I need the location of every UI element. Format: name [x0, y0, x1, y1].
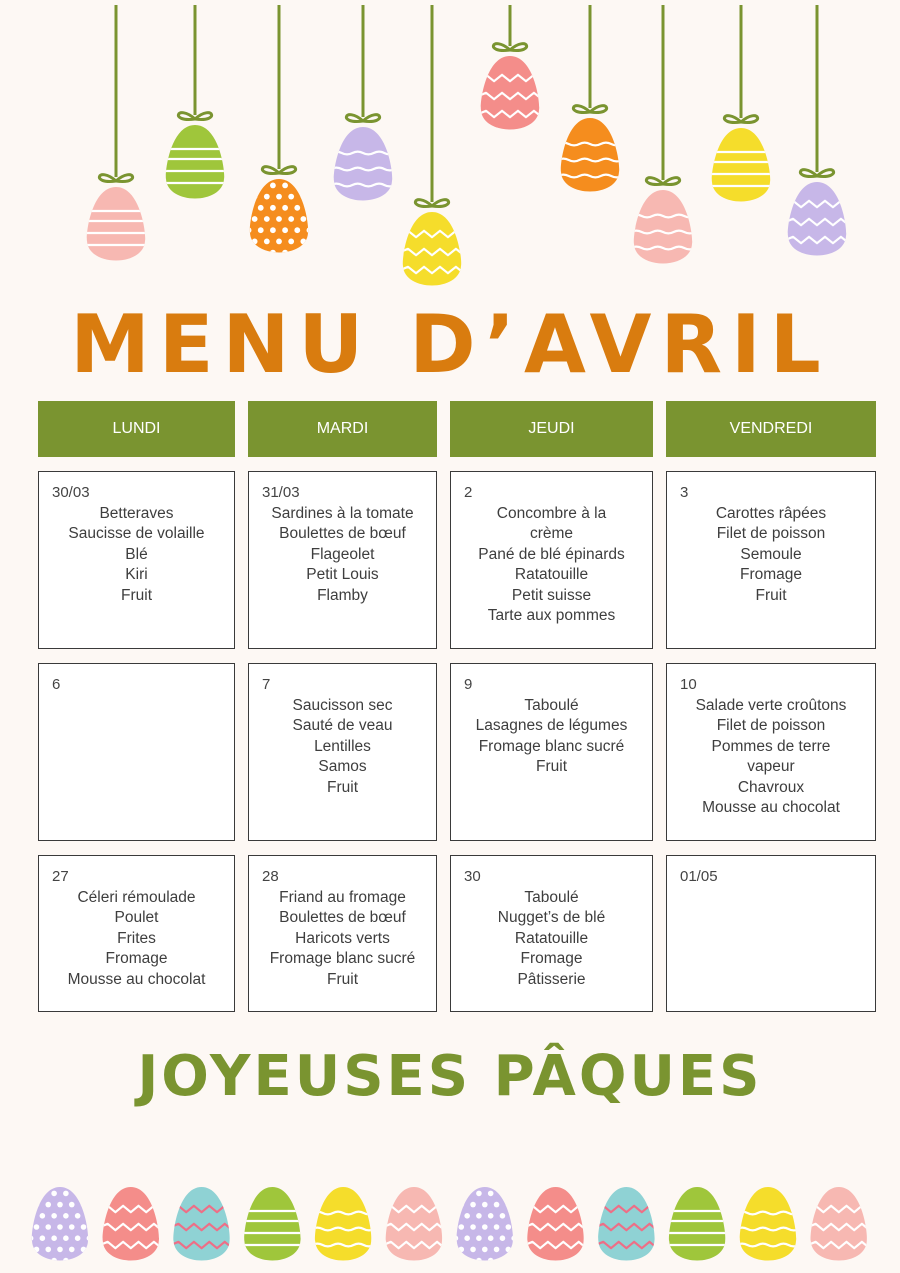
bottom-egg-pink	[383, 1187, 445, 1261]
day-header-monday: LUNDI	[38, 401, 235, 457]
menu-items	[457, 696, 646, 778]
cell-date: 2	[464, 484, 473, 501]
menu-item: Taboulé	[524, 889, 579, 906]
menu-item: Fromage blanc sucré	[478, 737, 625, 755]
menu-item: Frites	[117, 929, 156, 947]
menu-item: Haricots verts	[295, 929, 390, 947]
menu-item: Ratatouille	[514, 566, 589, 584]
bottom-egg-lavender	[447, 1187, 529, 1263]
menu-item: Fromage	[105, 950, 168, 968]
bottom-egg-coral	[525, 1187, 587, 1261]
menu-cell-week2-tuesday	[248, 663, 437, 841]
hanging-egg-lavender	[331, 127, 395, 201]
menu-items	[457, 504, 646, 626]
menu-item: Filet de poisson	[716, 717, 826, 735]
menu-item: Flamby	[317, 586, 368, 604]
cell-date: 30	[464, 868, 481, 885]
menu-item: Samos	[318, 758, 367, 776]
menu-item: Ratatouille	[514, 929, 589, 947]
menu-item: Poulet	[114, 909, 159, 927]
bottom-egg-green	[244, 1187, 300, 1261]
page-title: MENU D’AVRIL	[70, 298, 830, 391]
menu-item: Mousse au chocolat	[702, 799, 840, 817]
menu-cell-week2-monday	[38, 663, 235, 841]
menu-item: Pâtisserie	[517, 970, 586, 988]
hanging-egg-yellow	[400, 212, 464, 286]
menu-cell-week2-thursday	[450, 663, 653, 841]
menu-item: Petit suisse	[511, 586, 592, 604]
menu-item: Betteraves	[99, 505, 174, 522]
menu-item: Sardines à la tomate	[271, 505, 414, 522]
bottom-easter-eggs	[0, 1175, 900, 1273]
menu-cell-week3-thursday	[450, 855, 653, 1012]
day-header-tuesday: MARDI	[248, 401, 437, 457]
menu-item: Friand au fromage	[279, 889, 406, 906]
hanging-easter-eggs	[0, 0, 900, 300]
menu-item: Concombre à la	[496, 505, 607, 522]
menu-item: Semoule	[740, 545, 802, 563]
menu-item: Fromage	[520, 950, 583, 968]
hanging-egg-coral	[478, 56, 542, 130]
menu-item: Filet de poisson	[716, 525, 826, 543]
cell-date: 31/03	[262, 484, 300, 501]
hanging-egg-orange	[240, 179, 325, 256]
menu-item: Tarte aux pommes	[487, 607, 616, 625]
bottom-egg-pink	[808, 1187, 870, 1261]
menu-item: Céleri rémoulade	[77, 889, 196, 906]
menu-item: vapeur	[747, 758, 795, 776]
menu-item: Fromage	[739, 566, 803, 584]
menu-item: Fruit	[536, 758, 567, 776]
menu-item: Carottes râpées	[715, 505, 827, 522]
menu-item: Pané de blé épinards	[478, 545, 625, 563]
menu-item: Kiri	[125, 566, 148, 584]
menu-items	[255, 504, 430, 606]
cell-date: 01/05	[680, 868, 718, 885]
bottom-egg-lavender	[22, 1187, 104, 1263]
menu-item: Fromage blanc sucré	[269, 950, 416, 968]
menu-cell-week2-friday	[666, 663, 876, 841]
menu-item: Salade verte croûtons	[695, 697, 847, 714]
hanging-egg-green	[166, 125, 224, 199]
hanging-egg-yellow	[712, 128, 770, 202]
menu-item: Fruit	[755, 586, 787, 604]
menu-cell-week1-tuesday	[248, 471, 437, 649]
menu-items	[255, 696, 430, 798]
bottom-egg-coral	[100, 1187, 162, 1261]
menu-cell-week3-monday	[38, 855, 235, 1012]
menu-cell-week3-tuesday	[248, 855, 437, 1012]
menu-cell-week1-friday	[666, 471, 876, 649]
menu-item: Chavroux	[737, 778, 805, 796]
menu-item: Petit Louis	[306, 566, 379, 584]
menu-cell-week1-monday	[38, 471, 235, 649]
menu-item: crème	[529, 525, 574, 543]
menu-item: Nugget’s de blé	[497, 909, 606, 927]
cell-date: 7	[262, 676, 271, 693]
hanging-egg-lavender	[785, 182, 849, 256]
menu-item: Mousse au chocolat	[67, 970, 206, 988]
menu-cell-week3-friday	[666, 855, 876, 1012]
hanging-egg-pink	[87, 187, 145, 261]
menu-item: Taboulé	[524, 697, 579, 714]
menu-item: Boulettes de bœuf	[279, 525, 406, 543]
day-header-thursday: JEUDI	[450, 401, 653, 457]
menu-item: Pommes de terre	[711, 737, 831, 755]
cell-date: 30/03	[52, 484, 90, 501]
day-header-friday: VENDREDI	[666, 401, 876, 457]
cell-date: 27	[52, 868, 69, 885]
menu-item: Saucisse de volaille	[68, 525, 205, 543]
bottom-egg-yellow	[312, 1187, 374, 1261]
menu-item: Fruit	[327, 970, 358, 988]
menu-item: Boulettes de bœuf	[279, 909, 406, 927]
cell-date: 9	[464, 676, 473, 693]
menu-item: Fruit	[327, 778, 358, 796]
bottom-egg-green	[669, 1187, 725, 1261]
menu-item: Blé	[125, 545, 148, 563]
menu-item: Fruit	[121, 586, 152, 604]
cell-date: 3	[680, 484, 689, 501]
menu-item: Saucisson sec	[292, 697, 393, 714]
hanging-egg-orange	[558, 118, 622, 192]
menu-items	[45, 888, 228, 990]
menu-items	[673, 504, 869, 606]
cell-date: 10	[680, 676, 697, 693]
cell-date: 28	[262, 868, 279, 885]
bottom-egg-yellow	[737, 1187, 799, 1261]
menu-item: Lasagnes de légumes	[475, 717, 628, 735]
menu-items	[457, 888, 646, 990]
menu-items	[45, 504, 228, 606]
menu-items	[673, 696, 869, 818]
menu-items	[255, 888, 430, 990]
menu-cell-week1-thursday	[450, 471, 653, 649]
easter-greeting: JOYEUSES PÂQUES	[137, 1044, 763, 1109]
cell-date: 6	[52, 676, 61, 693]
bottom-egg-teal	[171, 1187, 233, 1261]
menu-item: Flageolet	[310, 545, 375, 563]
menu-item: Sauté de veau	[292, 717, 393, 735]
bottom-egg-teal	[596, 1187, 658, 1261]
menu-item: Lentilles	[314, 737, 371, 755]
hanging-egg-pink	[631, 190, 695, 264]
